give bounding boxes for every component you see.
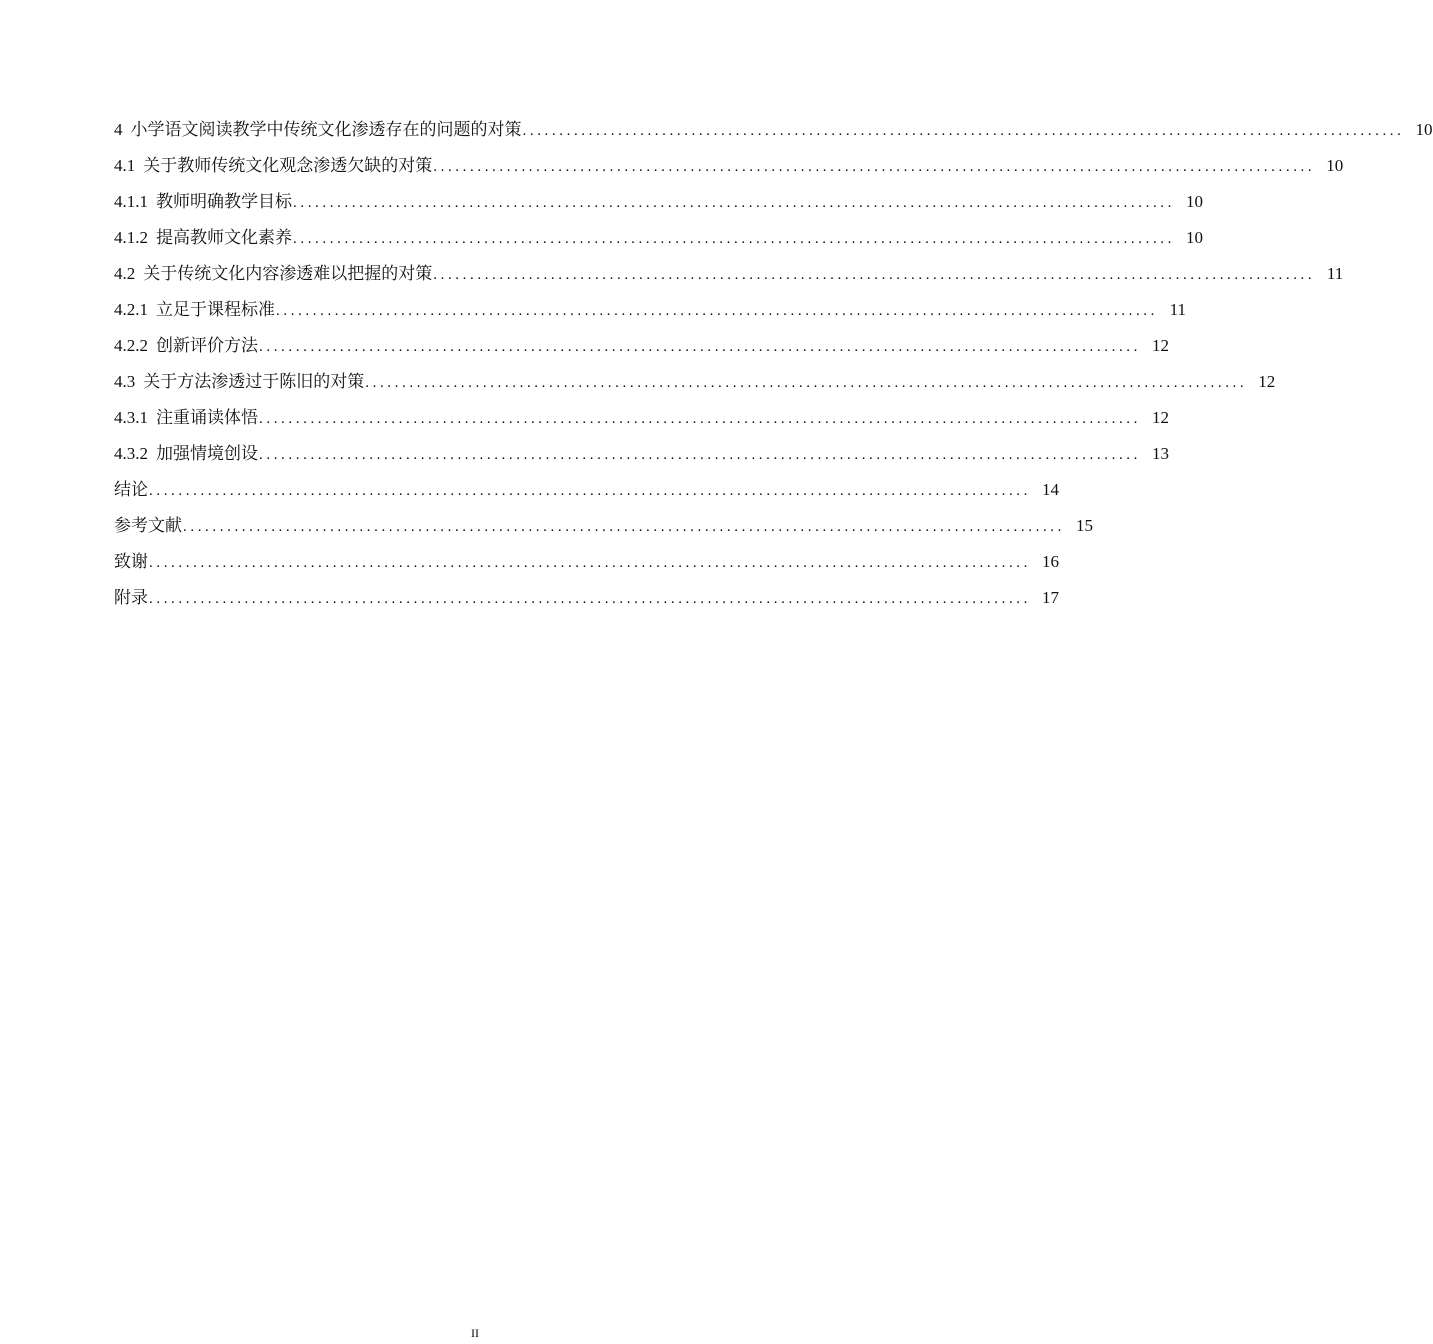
toc-dot-leader: ........................................................................................................................ <box>149 555 1031 571</box>
toc-entry-number: 4.3 <box>114 372 136 391</box>
toc-entry-text: 教师明确教学目标 <box>156 192 292 211</box>
toc-entry-text: 加强情境创设 <box>156 444 258 463</box>
toc-entry-title <box>114 112 522 148</box>
toc-dot-leader: ........................................................................................................................ <box>259 447 1141 463</box>
toc-dot-leader: ........................................................................................................................ <box>149 483 1031 499</box>
toc-entry-page-number: 12 <box>1152 408 1169 427</box>
toc-entry-page-number: 11 <box>1169 300 1186 319</box>
toc-dot-leader: ........................................................................................................................ <box>365 375 1248 391</box>
toc-dot-leader: ........................................................................................................................ <box>149 591 1031 607</box>
toc-entry-text: 注重诵读体悟 <box>156 408 258 427</box>
toc-entry[interactable] <box>114 508 1093 544</box>
toc-entry-title <box>114 544 148 580</box>
toc-entry-text: 提高教师文化素养 <box>156 228 292 247</box>
toc-dot-leader: ........................................................................................................................ <box>183 519 1065 535</box>
toc-entry-title <box>114 256 432 292</box>
toc-entry-title <box>114 328 258 364</box>
toc-entry-page-number: 17 <box>1042 588 1059 607</box>
toc-entry-number: 4.3.1 <box>114 408 148 427</box>
toc-entry-number: 4.2.2 <box>114 336 148 355</box>
toc-entry-text: 结论 <box>114 480 148 499</box>
toc-entry-number: 4.1 <box>114 156 136 175</box>
toc-entry-title <box>114 580 148 616</box>
toc-entry-number: 4.2 <box>114 264 136 283</box>
toc-entry-text: 立足于课程标准 <box>156 300 275 319</box>
toc-entry[interactable] <box>114 256 1344 292</box>
toc-entry[interactable] <box>114 580 1059 616</box>
toc-dot-leader: ........................................................................................................................ <box>276 303 1158 319</box>
toc-entry-title <box>114 364 364 400</box>
toc-dot-leader: ........................................................................................................................ <box>433 267 1316 283</box>
toc-entry-page-number: 13 <box>1152 444 1169 463</box>
table-of-contents <box>114 112 1433 616</box>
toc-entry-page-number: 11 <box>1326 264 1344 283</box>
toc-dot-leader: ........................................................................................................................ <box>259 411 1141 427</box>
toc-dot-leader: ........................................................................................................................ <box>433 159 1316 175</box>
toc-entry-page-number: 12 <box>1152 336 1169 355</box>
toc-entry-title <box>114 472 148 508</box>
toc-entry[interactable] <box>114 148 1344 184</box>
toc-entry-title <box>114 508 182 544</box>
toc-entry-text: 附录 <box>114 588 148 607</box>
toc-entry-title <box>114 400 258 436</box>
toc-entry[interactable] <box>114 400 1169 436</box>
toc-entry-text: 致谢 <box>114 552 148 571</box>
toc-dot-leader: ........................................................................................................................ <box>522 123 1405 139</box>
toc-entry[interactable] <box>114 328 1169 364</box>
toc-entry[interactable] <box>114 184 1203 220</box>
page-footer-number: II <box>471 1326 479 1340</box>
toc-entry-page-number: 10 <box>1186 192 1203 211</box>
toc-entry-number: 4.2.1 <box>114 300 148 319</box>
toc-entry-number: 4.1.2 <box>114 228 148 247</box>
toc-entry-title <box>114 148 432 184</box>
toc-entry-title <box>114 184 292 220</box>
toc-entry-number: 4.3.2 <box>114 444 148 463</box>
toc-entry-text: 参考文献 <box>114 516 182 535</box>
toc-entry-text: 关于方法渗透过于陈旧的对策 <box>143 372 365 391</box>
toc-entry[interactable] <box>114 544 1059 580</box>
toc-entry[interactable] <box>114 112 1433 148</box>
toc-entry-page-number: 10 <box>1186 228 1203 247</box>
toc-entry[interactable] <box>114 436 1169 472</box>
toc-entry[interactable] <box>114 220 1203 256</box>
toc-dot-leader: ........................................................................................................................ <box>259 339 1141 355</box>
toc-entry-text: 创新评价方法 <box>156 336 258 355</box>
toc-entry[interactable] <box>114 472 1059 508</box>
toc-dot-leader: ........................................................................................................................ <box>293 195 1175 211</box>
toc-entry-title <box>114 292 275 328</box>
toc-dot-leader: ........................................................................................................................ <box>293 231 1175 247</box>
toc-entry-page-number: 10 <box>1326 156 1344 175</box>
toc-entry-text: 关于传统文化内容渗透难以把握的对策 <box>143 264 433 283</box>
toc-entry-number: 4.1.1 <box>114 192 148 211</box>
toc-entry-page-number: 15 <box>1076 516 1093 535</box>
toc-entry-page-number: 10 <box>1415 120 1433 139</box>
toc-entry-page-number: 16 <box>1042 552 1059 571</box>
toc-entry[interactable] <box>114 292 1186 328</box>
toc-entry-page-number: 14 <box>1042 480 1059 499</box>
toc-entry[interactable] <box>114 364 1276 400</box>
toc-entry-title <box>114 436 258 472</box>
toc-entry-text: 关于教师传统文化观念渗透欠缺的对策 <box>143 156 433 175</box>
toc-entry-page-number: 12 <box>1258 372 1276 391</box>
toc-entry-text: 小学语文阅读教学中传统文化渗透存在的问题的对策 <box>130 120 522 139</box>
toc-entry-number: 4 <box>114 120 123 139</box>
toc-entry-title <box>114 220 292 256</box>
